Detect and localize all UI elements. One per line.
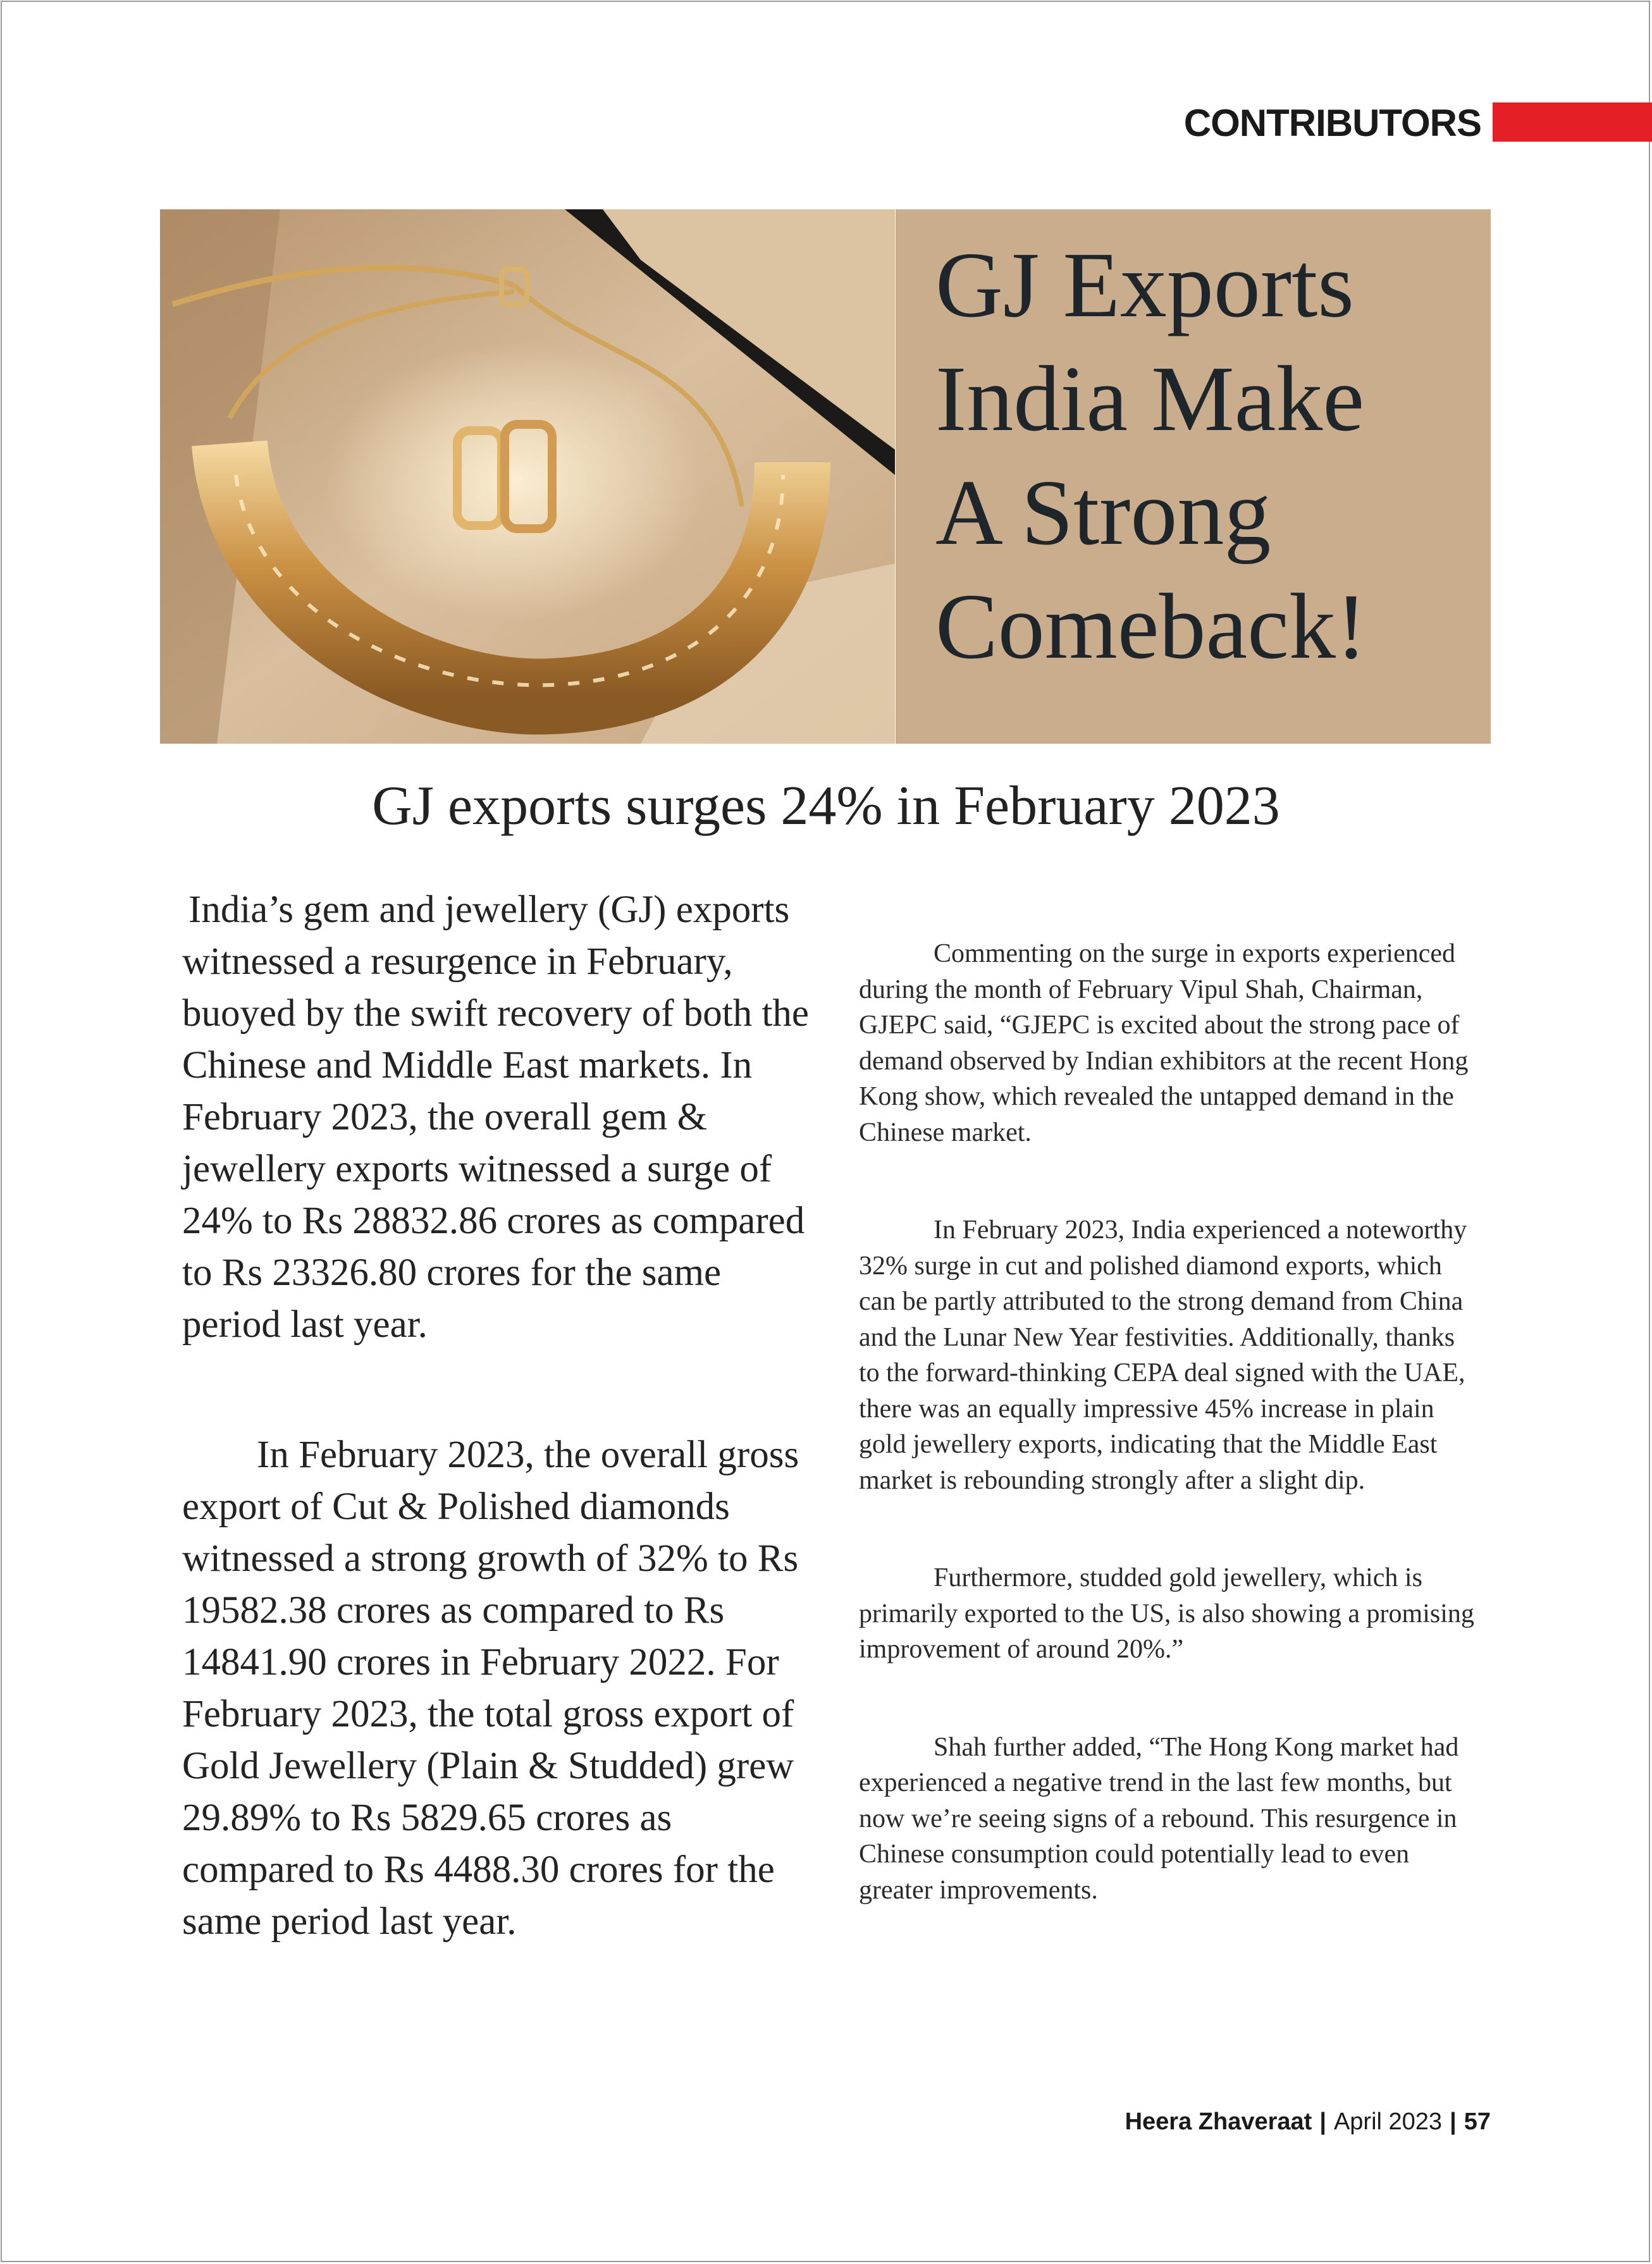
right-column xyxy=(859,936,1479,1970)
left-paragraph-1: India’s gem and jewellery (GJ) exports witnessed a resurgence in February, buoyed by the swift recovery of both the Chinese and Middle East markets. In February 2023, the overall gem & jewellery exports witnessed a surge of 24% to Rs 28832.86 crores as compared to Rs 23326.80 crores for the same period last year. xyxy=(182,889,809,1346)
article-headline: GJ Exports India Make A Strong Comeback! xyxy=(935,233,1367,679)
gold-necklace-and-ring-photo xyxy=(160,209,895,744)
publication-name: Heera Zhaveraat xyxy=(1125,2108,1312,2135)
article-subtitle: GJ exports surges 24% in February 2023 xyxy=(372,775,1280,837)
left-column xyxy=(182,884,827,1948)
footer-separator: | xyxy=(1319,2108,1326,2135)
page-number: 57 xyxy=(1464,2108,1491,2135)
footer-separator: | xyxy=(1450,2108,1457,2135)
left-paragraph-2: In February 2023, the overall gross export of Cut & Polished diamonds witnessed a strong growth of 32% to Rs 19582.38 crores as compared to Rs 14841.90 crores in February 2022. For February 2023, the total gross export of Gold Jewellery (Plain & Studded) grew 29.89% to Rs 5829.65 crores as compared to Rs 4488.30 crores for the same period last year. xyxy=(182,1434,799,1943)
right-paragraph-4: Shah further added, “The Hong Kong market had experienced a negative trend in the last few months, but now we’re seeing signs of a rebound. This resurgence in Chinese consumption could potentially lead to even greater improvements. xyxy=(859,1732,1459,1905)
right-paragraph-3: Furthermore, studded gold jewellery, which is primarily exported to the US, is also showing a promising improvement of around 20%.” xyxy=(859,1563,1474,1664)
section-label: CONTRIBUTORS xyxy=(1183,102,1481,144)
issue-date: April 2023 xyxy=(1333,2108,1443,2135)
right-paragraph-2: In February 2023, India experienced a noteworthy 32% surge in cut and polished diamond exports, which can be partly attributed to the strong demand from China and the Lunar New Year festivities. Additionally, thanks to the forward-thinking CEPA deal signed with the UAE, there was an equally impressive 45% increase in plain gold jewellery exports, indicating that the Middle East market is rebounding strongly after a slight dip. xyxy=(859,1215,1467,1495)
page-footer xyxy=(1125,2106,1491,2138)
section-accent-bar xyxy=(1493,102,1652,142)
right-paragraph-1: Commenting on the surge in exports experienced during the month of February Vipul Shah, Chairman, GJEPC said, “GJEPC is excited about the strong pace of demand observed by Indian exhibitors at the recent Hong Kong show, which revealed the untapped demand in the Chinese market. xyxy=(859,939,1469,1147)
headline-panel xyxy=(896,209,1491,744)
